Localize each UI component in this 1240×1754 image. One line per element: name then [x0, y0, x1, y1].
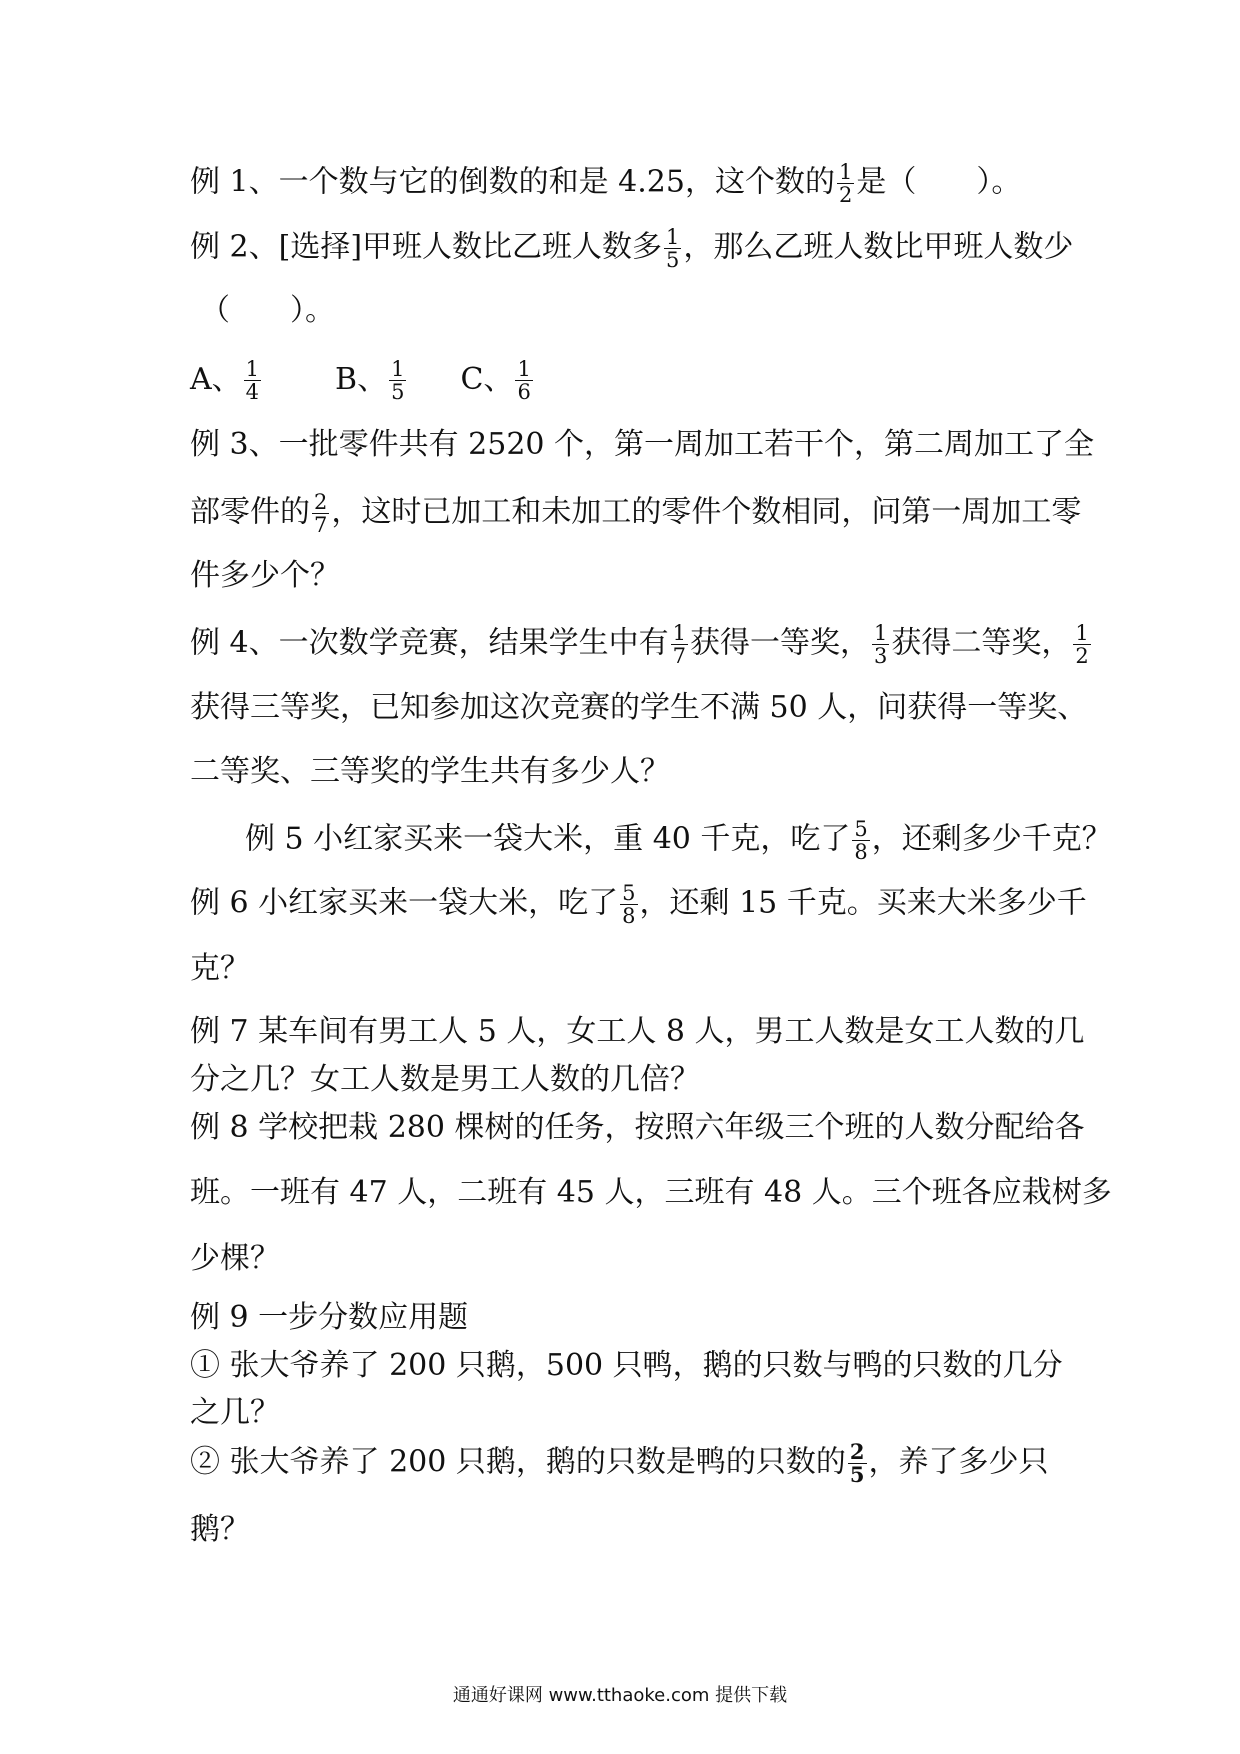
fraction-five-eighths: $\frac{5}{8}$	[622, 881, 636, 928]
example-2	[190, 226, 1073, 271]
example-1	[190, 161, 1021, 206]
fraction-one-half: $\frac{1}{2}$	[838, 160, 853, 207]
example-2-text-end: ，那么乙班人数比甲班人数少	[683, 229, 1074, 265]
example-3-line-3: 件多少个？	[190, 558, 340, 593]
page-footer: 通通好课网 www.tthaoke.com 提供下载	[452, 1685, 788, 1706]
example-2-text: 例 2、[选择]甲班人数比乙班人数多	[190, 229, 663, 265]
example-1-text: 例 1、一个数与它的倒数的和是 4.25，这个数的	[190, 164, 835, 200]
example-3-line-2: 部零件的 $\frac{2}{7}$ ，这时已加工和未加工的零件个数相同，问第一周加工零	[190, 490, 1082, 537]
example-8-line-2: 班。一班有 47 人，二班有 45 人，三班有 48 人。三个班各应栽树多	[190, 1175, 1112, 1210]
fraction-one-fifth: $\frac{1}{5}$	[666, 225, 680, 272]
example-9-q1-line-1: ① 张大爷养了 200 只鹅，500 只鸭，鹅的只数与鸭的只数的几分	[190, 1348, 1063, 1383]
example-4-line-2: 获得三等奖，已知参加这次竞赛的学生不满 50 人，问获得一等奖、	[190, 690, 1088, 725]
example-9-q1-line-2: 之几？	[190, 1395, 280, 1430]
example-3-line-1: 例 3、一批零件共有 2520 个，第一周加工若干个，第二周加工了全	[190, 427, 1095, 462]
option-c: C、 $\frac{1}{6}$	[460, 357, 531, 404]
example-1-text-end: 是（ ）。	[856, 164, 1022, 200]
example-6: 例 6 小红家买来一袋大米，吃了 $\frac{5}{8}$ ，还剩 15 千克。买来大米多少千	[190, 881, 1087, 928]
fraction-one-half: $\frac{1}{2}$	[1075, 621, 1089, 668]
example-9-title: 例 9 一步分数应用题	[190, 1300, 469, 1335]
example-4-line-1: 例 4、一次数学竞赛，结果学生中有 $\frac{1}{7}$ 获得一等奖， $\frac{1}{3}$ 获得二等奖， $\frac{1}{2}$	[190, 621, 1089, 668]
option-a: A、 $\frac{1}{4}$	[190, 357, 260, 404]
example-8-line-3: 少棵？	[190, 1241, 280, 1276]
example-5: 例 5 小红家买来一袋大米，重 40 千克，吃了 $\frac{5}{8}$ ，还剩多少千克？	[245, 817, 1112, 864]
example-2-options	[190, 358, 535, 403]
fraction-one-seventh: $\frac{1}{7}$	[672, 621, 686, 668]
example-2-line-2: （ ）。	[200, 293, 335, 328]
fraction-two-fifths: $\frac{2}{5}$	[849, 1439, 865, 1487]
example-9-q2-line-2: 鹅？	[190, 1512, 250, 1547]
example-9-q2: ② 张大爷养了 200 只鹅，鹅的只数是鸭的只数的 $\frac{2}{5}$ ，养了多少只	[190, 1439, 1049, 1487]
example-6-line-2: 克？	[190, 951, 250, 986]
example-4-line-3: 二等奖、三等奖的学生共有多少人？	[190, 754, 670, 789]
fraction-two-sevenths: $\frac{2}{7}$	[314, 490, 328, 537]
example-8-line-1: 例 8 学校把栽 280 棵树的任务，按照六年级三个班的人数分配给各	[190, 1110, 1085, 1145]
option-b: B、 $\frac{1}{5}$	[335, 357, 405, 404]
fraction-one-third: $\frac{1}{3}$	[874, 621, 888, 668]
example-7-line-2: 分之几？女工人数是男工人数的几倍？	[190, 1062, 700, 1097]
example-7-line-1: 例 7 某车间有男工人 5 人，女工人 8 人，男工人数是女工人数的几	[190, 1014, 1085, 1049]
fraction-five-eighths: $\frac{5}{8}$	[854, 817, 868, 864]
